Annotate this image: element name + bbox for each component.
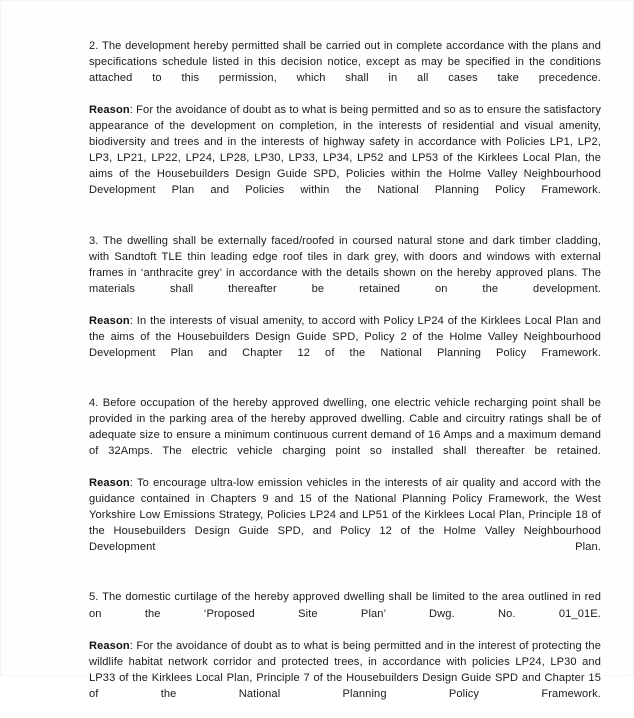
document-text-column <box>89 38 601 718</box>
reason-label: Reason <box>89 639 130 652</box>
condition-block <box>89 589 601 717</box>
reason-label: Reason <box>89 314 130 327</box>
reason-separator: : <box>129 639 133 652</box>
condition-reason <box>89 313 601 377</box>
reason-separator: : <box>129 104 133 117</box>
condition-body: 5. The domestic curtilage of the hereby approved dwelling shall be limited to the area outlined in red on the ‘Proposed Site Plan’ Dwg. No. 01_01E. <box>89 591 601 620</box>
condition-reason <box>89 475 601 571</box>
condition-block <box>89 395 601 572</box>
reason-body: In the interests of visual amenity, to accord with Policy LP24 of the Kirklees Local Plan and the aims of the Housebuilders Design Guide SPD, Policy 2 of the Holme Valley Neighbourhood Development Plan and Chapter 12 of the National Planning Policy Framework. <box>89 314 601 359</box>
condition-body: 3. The dwelling shall be externally faced/roofed in coursed natural stone and dark timber cladding, with Sandtoft TLE thin leading edge roof tiles in dark grey, with doors and windows with external frames in ‘anthracite grey’ in accordance with the details shown on the hereby approved plans. The materials shall thereafter be retained on the development. <box>89 234 601 295</box>
condition-block <box>89 233 601 377</box>
reason-label: Reason <box>89 477 130 490</box>
condition-reason <box>89 638 601 718</box>
condition-body: 2. The development hereby permitted shall be carried out in complete accordance with the plans and specifications schedule listed in this decision notice, except as may be specified in the conditions attached to this permission, which shall in all cases take precedence. <box>89 40 601 85</box>
reason-body: For the avoidance of doubt as to what is being permitted and so as to ensure the satisfactory appearance of the development on completion, in the interests of residential and visual amenity, biodiversity and trees and in the interests of highway safety in accordance with Policies LP1, LP2, LP3, LP21, LP22, LP24, LP28, LP30, LP33, LP34, LP52 and LP53 of the Kirklees Local Plan, the aims of the Housebuilders Design Guide SPD, Policies within the Holme Valley Neighbourhood Development Plan and Policies within the National Planning Policy Framework. <box>89 104 601 197</box>
reason-separator: : <box>129 314 133 327</box>
reason-label: Reason <box>89 104 130 117</box>
reason-body: For the avoidance of doubt as to what is being permitted and in the interest of protecting the wildlife habitat network corridor and protected trees, in accordance with policies LP24, LP30 and LP33 of the Kirklees Local Plan, Principle 7 of the Housebuilders Design Guide SPD and Chapter 15 of the National Planning Policy Framework. <box>89 639 601 700</box>
reason-body: To encourage ultra-low emission vehicles in the interests of air quality and accord with the guidance contained in Chapters 9 and 15 of the National Planning Policy Framework, the West Yorkshire Low Emissions Strategy, Policies LP24 and LP51 of the Kirklees Local Plan, Principle 18 of the Housebuilders Design Guide SPD, and Policy 12 of the Holme Valley Neighbourhood Development Plan. <box>89 477 601 554</box>
reason-separator: : <box>129 477 133 490</box>
condition-block <box>89 38 601 215</box>
condition-body: 4. Before occupation of the hereby approved dwelling, one electric vehicle recharging point shall be provided in the parking area of the hereby approved dwelling. Cable and circuitry ratings shall be of adequate size to ensure a minimum continuous current demand of 16 Amps and a maximum demand of 32Amps. The electric vehicle charging point so installed shall thereafter be retained. <box>89 396 601 458</box>
condition-reason <box>89 102 601 214</box>
